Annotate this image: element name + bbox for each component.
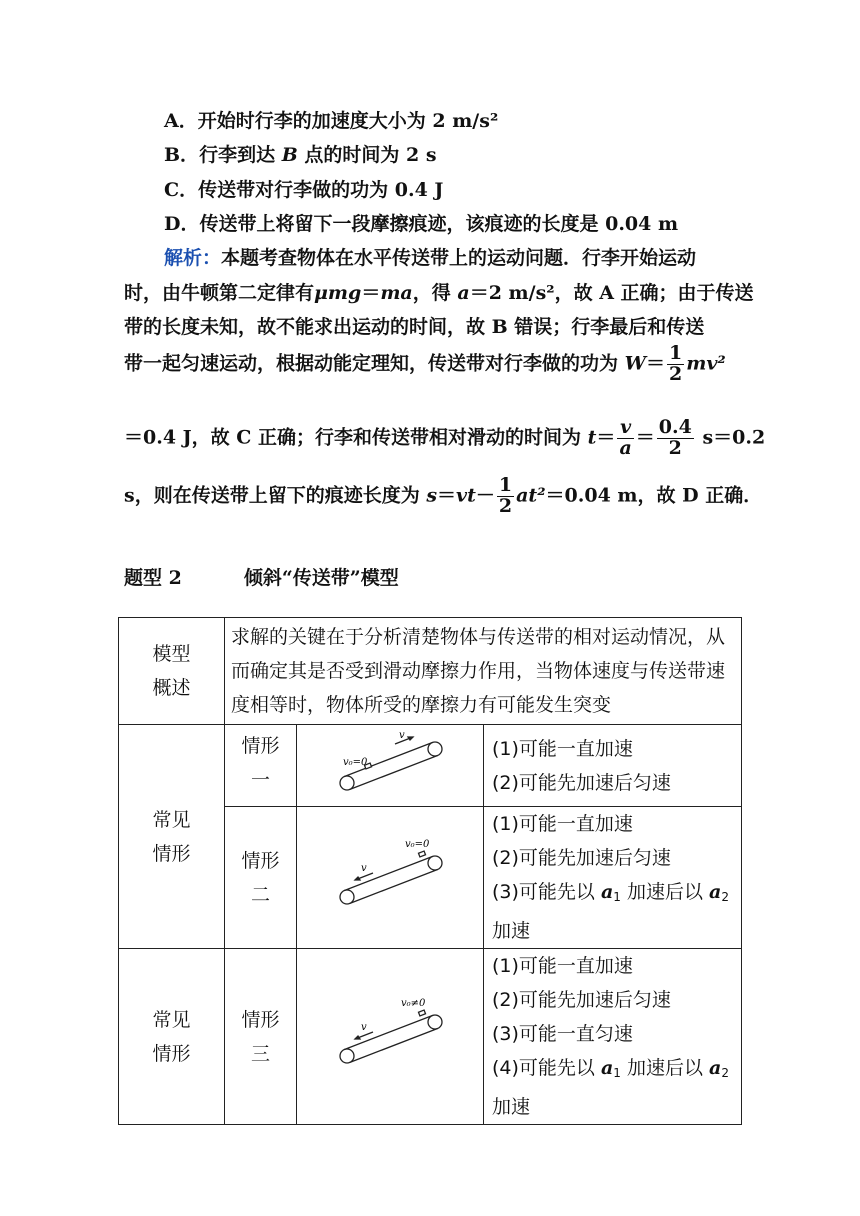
- fraction: [617, 418, 633, 459]
- v-label: v: [399, 730, 405, 741]
- option-text: 开始时行李的加速度大小为 2 m/s²: [197, 110, 499, 132]
- accel-var: a: [709, 881, 722, 903]
- cell-text: 模型: [152, 643, 191, 665]
- table-row: [119, 949, 742, 1125]
- diagram-cell: [297, 949, 484, 1125]
- option-text: 传送带上将留下一段摩擦痕迹，该痕迹的长度是 0.04 m: [199, 213, 679, 235]
- solution-line-6: [124, 476, 762, 517]
- option-text: 行李到达: [199, 144, 282, 166]
- belt-bottom: [350, 870, 438, 904]
- fraction-denominator: 2: [498, 494, 513, 517]
- fraction-denominator: 2: [668, 436, 682, 459]
- fraction-numerator: 1: [668, 342, 683, 364]
- case-item: (2)可能先加速后匀速: [492, 847, 671, 869]
- case-label-cell: [225, 725, 297, 807]
- cell-text: 三: [250, 1042, 270, 1065]
- case-item: (2)可能先加速后匀速: [492, 771, 671, 794]
- case-item-text: 加速后以: [620, 1057, 710, 1079]
- fraction: [657, 418, 694, 459]
- option-a: [164, 106, 498, 133]
- option-d: [164, 209, 678, 236]
- description-text: 求解的关键在于分析清楚物体与传送带的相对运动情况，从而确定其是否受到滑动摩擦力作用，当物体速度与传送带速度相等时，物体所受的摩擦力有可能发生突变: [231, 626, 726, 716]
- accel-var: a: [600, 1057, 614, 1079]
- cell-text: 一: [250, 769, 270, 791]
- case-item: [492, 1051, 741, 1090]
- model-table: [118, 617, 742, 1125]
- solution-line-2: [124, 278, 754, 305]
- fraction-denominator: a: [619, 436, 632, 459]
- case-description-cell: [484, 725, 742, 807]
- section-heading: [124, 563, 399, 590]
- solution-line-3: [124, 312, 704, 339]
- solution-text: s＝0.2: [695, 426, 766, 449]
- formula-var: a: [457, 282, 470, 304]
- solution-text: －: [475, 484, 495, 507]
- solution-text: ＝2 m/s²，故 A 正确；由于传送: [469, 282, 754, 304]
- solution-tag: 解析：: [164, 247, 222, 269]
- formula-var: at²: [516, 484, 546, 507]
- case-item: 加速: [492, 920, 531, 942]
- roller-upper: [428, 742, 442, 756]
- case-description-cell: [484, 807, 742, 949]
- cell-text: 情形: [152, 842, 191, 865]
- solution-line-1: [164, 243, 696, 270]
- solution-text: ＝0.4 J，故 C 正确；行李和传送带相对滑动的时间为: [124, 426, 588, 449]
- fraction-numerator: v: [617, 418, 633, 439]
- arrow-head-icon: [355, 877, 360, 880]
- fraction-denominator: 2: [668, 362, 683, 385]
- formula-var: ma: [380, 282, 413, 304]
- v0-label: v₀=0: [343, 757, 368, 768]
- v-label: v: [361, 1022, 367, 1033]
- solution-text: 本题考查物体在水平传送带上的运动问题．行李开始运动: [221, 247, 697, 269]
- option-text: 点的时间为 2 s: [297, 144, 437, 166]
- case-label-cell: [225, 949, 297, 1125]
- roller-upper: [428, 856, 442, 870]
- object-block: [418, 851, 425, 857]
- roller-lower: [340, 776, 354, 790]
- option-label: B．: [164, 144, 200, 166]
- belt-bottom: [350, 1029, 438, 1063]
- solution-text: ＝: [635, 426, 655, 449]
- accel-var: a: [600, 881, 614, 903]
- solution-text: ＝: [437, 484, 457, 507]
- arrow-head-icon: [408, 737, 413, 740]
- option-c: [164, 175, 443, 202]
- v0-label: v₀≠0: [401, 998, 426, 1009]
- common-cases-cell: [119, 725, 225, 949]
- option-text: 传送带对行李做的功为 0.4 J: [198, 179, 444, 201]
- conveyor-diagram-2: [325, 835, 455, 915]
- conveyor-belt: [340, 1010, 442, 1063]
- case-item: [492, 875, 741, 914]
- case-item: (3)可能一直匀速: [492, 1023, 633, 1045]
- belt-top: [344, 1016, 432, 1050]
- cell-text: 情形: [241, 849, 280, 872]
- conveyor-diagram-1: [325, 728, 455, 798]
- section-number: 题型 2: [124, 567, 182, 589]
- diagram-cell: [297, 807, 484, 949]
- conveyor-diagram-3: [325, 994, 455, 1074]
- case-item: 加速: [492, 1096, 531, 1118]
- table-row: [119, 725, 742, 807]
- case-item-text: (3)可能先以: [492, 881, 601, 903]
- fraction-numerator: 0.4: [658, 416, 692, 438]
- option-label: A．: [164, 110, 198, 132]
- subscript: 2: [721, 890, 729, 904]
- solution-line-4: [124, 344, 726, 385]
- option-var: B: [281, 144, 298, 166]
- option-b: [164, 140, 437, 167]
- fraction-numerator: 1: [498, 474, 513, 496]
- accel-var: a: [709, 1057, 722, 1079]
- cell-text: 情形: [152, 1042, 191, 1065]
- cell-text: 常见: [152, 1008, 191, 1031]
- case-item-text: (4)可能先以: [492, 1057, 601, 1079]
- table-row: [119, 618, 742, 725]
- subscript: 1: [613, 1066, 621, 1080]
- roller-upper: [428, 1015, 442, 1029]
- case-item: (1)可能一直加速: [492, 813, 633, 835]
- case-description-cell: [484, 949, 742, 1125]
- case-item: (1)可能一直加速: [492, 955, 633, 977]
- formula-var: t: [587, 426, 597, 449]
- option-label: C．: [164, 179, 199, 201]
- case-item: (2)可能先加速后匀速: [492, 989, 671, 1011]
- solution-text: ，得: [412, 282, 458, 304]
- solution-text: 时，由牛顿第二定律有: [124, 282, 315, 304]
- arrow-head-icon: [355, 1036, 360, 1039]
- table-header-cell: [119, 618, 225, 725]
- solution-text: ＝: [361, 282, 381, 304]
- cell-text: 常见: [152, 808, 191, 831]
- solution-text: 带一起匀速运动，根据动能定理知，传送带对行李做的功为: [124, 352, 625, 375]
- subscript: 2: [721, 1066, 729, 1080]
- common-cases-cell: [119, 949, 225, 1125]
- cell-text: 概述: [152, 677, 191, 699]
- case-label-cell: [225, 807, 297, 949]
- v-label: v: [361, 863, 367, 874]
- formula-var: μmg: [314, 282, 362, 304]
- section-title: 倾斜“传送带”模型: [243, 567, 399, 589]
- cell-text: 二: [250, 883, 270, 906]
- subscript: 1: [613, 890, 621, 904]
- fraction: [497, 476, 514, 517]
- object-block: [418, 1010, 425, 1016]
- solution-text: ＝: [645, 352, 665, 375]
- formula-var: mv²: [686, 352, 726, 375]
- solution-text: 带的长度未知，故不能求出运动的时间，故 B 错误；行李最后和传送: [124, 316, 705, 338]
- option-label: D．: [164, 213, 200, 235]
- v0-label: v₀=0: [405, 839, 430, 850]
- solution-text: ＝0.04 m，故 D 正确．: [545, 484, 763, 507]
- formula-var: s: [426, 484, 438, 507]
- belt-top: [344, 857, 432, 891]
- fraction: [667, 344, 684, 385]
- solution-text: ＝: [596, 426, 616, 449]
- roller-lower: [340, 1049, 354, 1063]
- case-item: (1)可能一直加速: [492, 737, 633, 760]
- cell-text: 情形: [241, 735, 280, 757]
- description-cell: [225, 618, 742, 725]
- solution-line-5: [124, 418, 765, 459]
- cell-text: 情形: [241, 1008, 280, 1031]
- formula-var: vt: [456, 484, 476, 507]
- roller-lower: [340, 890, 354, 904]
- formula-var: W: [624, 352, 646, 375]
- conveyor-belt: [340, 851, 442, 904]
- diagram-cell: [297, 725, 484, 807]
- case-item-text: 加速后以: [620, 881, 710, 903]
- solution-text: s，则在传送带上留下的痕迹长度为: [124, 484, 427, 507]
